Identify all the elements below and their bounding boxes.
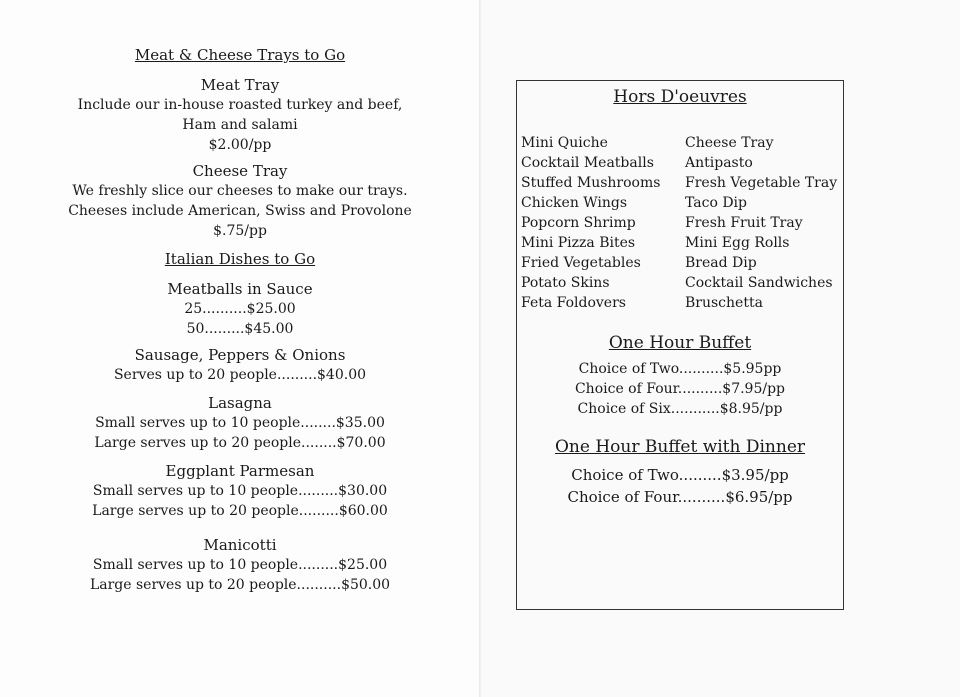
cheese-tray-title: Cheese Tray bbox=[192, 162, 288, 180]
meat-tray-section bbox=[40, 75, 440, 155]
meatballs-line-2: 50.........$45.00 bbox=[186, 321, 294, 337]
sausage-title: Sausage, Peppers & Onions bbox=[134, 346, 346, 364]
buffet-row: Choice of Four..........$7.95/pp bbox=[574, 381, 786, 397]
italian-header: Italian Dishes to Go bbox=[164, 250, 316, 268]
meat-tray-desc-2: Ham and salami bbox=[182, 117, 298, 133]
hors-item: Mini Egg Rolls bbox=[685, 235, 790, 251]
lasagna-title: Lasagna bbox=[208, 394, 272, 412]
buffet-row: Choice of Two..........$5.95pp bbox=[578, 361, 782, 377]
hors-item: Chicken Wings bbox=[521, 195, 628, 211]
meat-tray-price: $2.00/pp bbox=[208, 137, 272, 153]
meat-cheese-header: Meat & Cheese Trays to Go bbox=[134, 46, 346, 64]
lasagna-line-2: Large serves up to 20 people........$70.00 bbox=[94, 435, 386, 451]
eggplant-line-1: Small serves up to 10 people.........$30.00 bbox=[92, 483, 388, 499]
manicotti-section bbox=[40, 535, 440, 595]
buffet-dinner-title: One Hour Buffet with Dinner bbox=[554, 437, 806, 457]
hors-item: Bruschetta bbox=[685, 295, 763, 311]
buffet-title: One Hour Buffet bbox=[608, 333, 752, 353]
cheese-tray-desc-2: Cheeses include American, Swiss and Provolone bbox=[68, 203, 412, 219]
hors-item: Feta Foldovers bbox=[521, 295, 626, 311]
hors-item: Cocktail Meatballs bbox=[521, 155, 654, 171]
hors-doeuvres-box bbox=[516, 80, 844, 610]
lasagna-section bbox=[40, 393, 440, 453]
eggplant-section bbox=[40, 461, 440, 521]
meatballs-line-1: 25..........$25.00 bbox=[184, 301, 296, 317]
meat-tray-desc-1: Include our in-house roasted turkey and beef, bbox=[77, 97, 403, 113]
hors-doeuvres-title: Hors D'oeuvres bbox=[613, 87, 747, 107]
manicotti-line-2: Large serves up to 20 people..........$50.00 bbox=[89, 577, 391, 593]
hors-item: Fresh Vegetable Tray bbox=[685, 175, 838, 191]
hors-item: Mini Quiche bbox=[521, 135, 608, 151]
meatballs-section bbox=[40, 279, 440, 339]
hors-item: Cheese Tray bbox=[685, 135, 774, 151]
lasagna-line-1: Small serves up to 10 people........$35.00 bbox=[95, 415, 385, 431]
hors-list-right bbox=[685, 133, 837, 313]
cheese-tray-desc-1: We freshly slice our cheeses to make our trays. bbox=[72, 183, 408, 199]
eggplant-title: Eggplant Parmesan bbox=[165, 462, 315, 480]
hors-item: Stuffed Mushrooms bbox=[521, 175, 661, 191]
hors-item: Fresh Fruit Tray bbox=[685, 215, 803, 231]
page-fold bbox=[479, 0, 481, 697]
meatballs-title: Meatballs in Sauce bbox=[167, 280, 313, 298]
buffet-row: Choice of Six...........$8.95/pp bbox=[577, 401, 783, 417]
cheese-tray-price: $.75/pp bbox=[213, 223, 267, 239]
manicotti-line-1: Small serves up to 10 people.........$25.00 bbox=[92, 557, 388, 573]
meat-tray-title: Meat Tray bbox=[200, 76, 280, 94]
hors-item: Popcorn Shrimp bbox=[521, 215, 636, 231]
left-menu-column bbox=[40, 45, 440, 595]
hors-item: Bread Dip bbox=[685, 255, 757, 271]
manicotti-title: Manicotti bbox=[203, 536, 277, 554]
hors-item: Mini Pizza Bites bbox=[521, 235, 636, 251]
hors-item: Cocktail Sandwiches bbox=[685, 275, 833, 291]
hors-item: Antipasto bbox=[685, 155, 753, 171]
eggplant-line-2: Large serves up to 20 people.........$60.00 bbox=[92, 503, 388, 519]
hors-list-left bbox=[521, 133, 660, 313]
buffet-dinner-row: Choice of Four..........$6.95/pp bbox=[567, 488, 793, 506]
sausage-section bbox=[40, 345, 440, 385]
hors-item: Fried Vegetables bbox=[521, 255, 641, 271]
sausage-line-1: Serves up to 20 people.........$40.00 bbox=[113, 367, 367, 383]
buffet-dinner-row: Choice of Two.........$3.95/pp bbox=[571, 466, 789, 484]
hors-item: Taco Dip bbox=[685, 195, 747, 211]
hors-item: Potato Skins bbox=[521, 275, 610, 291]
cheese-tray-section bbox=[40, 161, 440, 241]
